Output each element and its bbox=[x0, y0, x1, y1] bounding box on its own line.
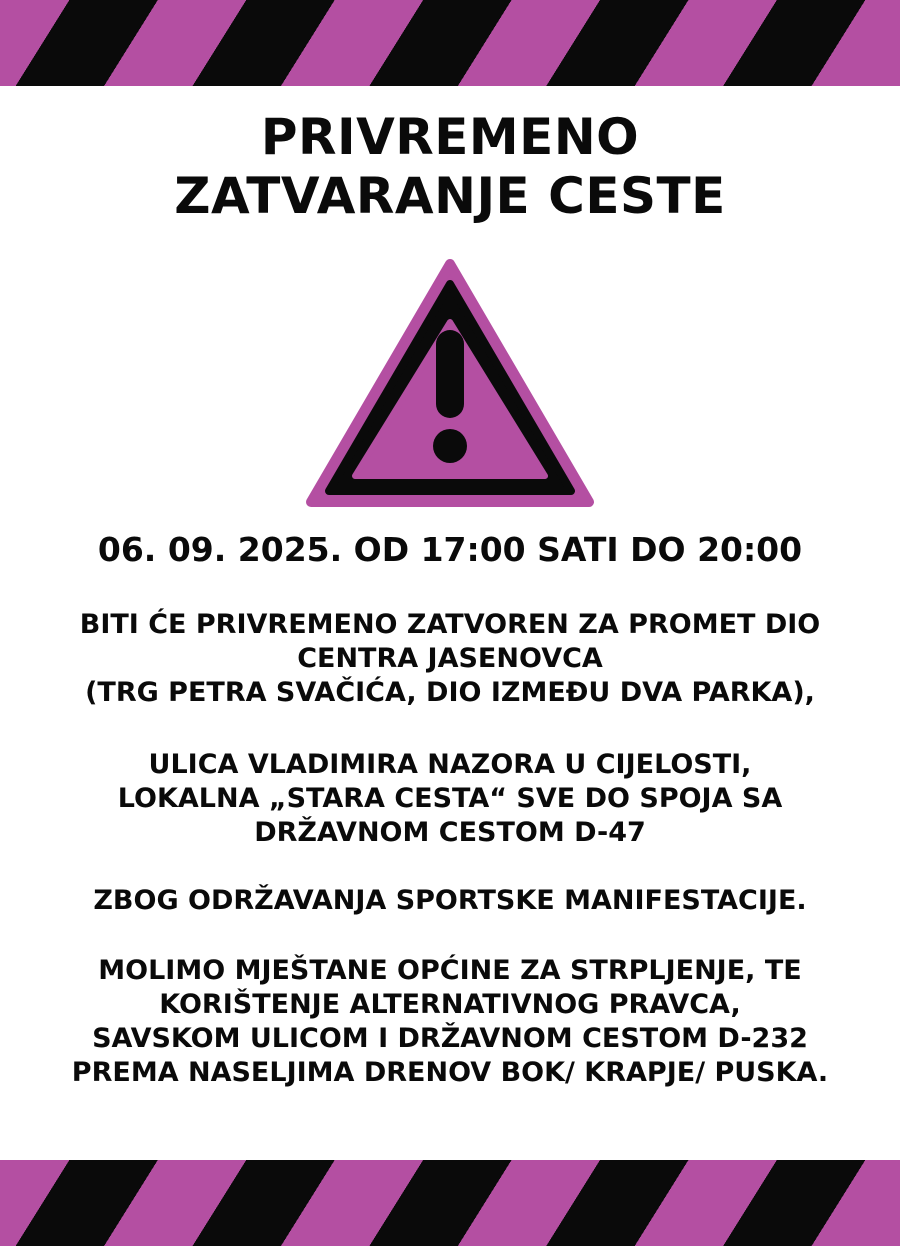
text-line: KORIŠTENJE ALTERNATIVNOG PRAVCA, bbox=[159, 989, 741, 1020]
text-line: (TRG PETRA SVAČIĆA, DIO IZMEĐU DVA PARKA), bbox=[85, 677, 815, 708]
closed-streets-paragraph bbox=[0, 748, 900, 850]
text-line: ZBOG ODRŽAVANJA SPORTSKE MANIFESTACIJE. bbox=[93, 885, 807, 916]
text-line: MOLIMO MJEŠTANE OPĆINE ZA STRPLJENJE, TE bbox=[98, 955, 802, 986]
text-line: BITI ĆE PRIVREMENO ZATVOREN ZA PROMET DIO bbox=[79, 609, 821, 640]
closure-area-paragraph bbox=[0, 608, 900, 710]
notice-title bbox=[0, 108, 900, 226]
title-line-1: PRIVREMENO bbox=[260, 108, 640, 166]
text-line: SAVSKOM ULICOM I DRŽAVNOM CESTOM D-232 bbox=[92, 1023, 808, 1054]
text-line: PREMA NASELJIMA DRENOV BOK/ KRAPJE/ PUSKA. bbox=[71, 1057, 829, 1088]
hazard-stripe-top bbox=[0, 0, 900, 86]
hazard-stripe-bottom bbox=[0, 1160, 900, 1246]
text-line: DRŽAVNOM CESTOM D-47 bbox=[254, 817, 646, 848]
alternative-route-paragraph bbox=[0, 954, 900, 1090]
warning-triangle-icon bbox=[305, 258, 595, 510]
title-line-2: ZATVARANJE CESTE bbox=[174, 167, 726, 225]
text-line: ULICA VLADIMIRA NAZORA U CIJELOSTI, bbox=[148, 749, 752, 780]
text-line: LOKALNA „STARA CESTA“ SVE DO SPOJA SA bbox=[117, 783, 783, 814]
reason-paragraph bbox=[0, 884, 900, 918]
text-line: CENTRA JASENOVCA bbox=[297, 643, 603, 674]
closure-date-time: 06. 09. 2025. OD 17:00 SATI DO 20:00 bbox=[97, 530, 803, 569]
